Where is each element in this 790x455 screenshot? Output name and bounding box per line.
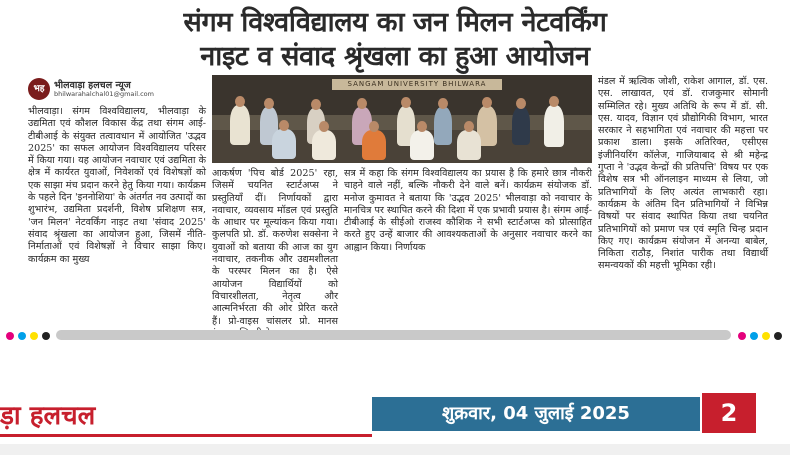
cyan-mark-icon — [18, 332, 26, 340]
bottom-strip — [0, 444, 790, 455]
black-mark-icon-right — [774, 332, 782, 340]
article-text-4: मंडल में ऋत्विक जोशी, राकेश आगाल, डॉ. एस. एस. लाखावत, एवं डॉ. राजकुमार सोमानी सम्मिलित रहे। मुख्य अतिथि के रूप में डॉ. सी. एस. यादव, विज्ञान एवं प्रौद्योगिकी विभाग, भारत सरकार ने सहभागिता एवं नवाचार की महत्ता पर प्रकाश डाला। इसके अतिरिक्त, एसीएस इंजीनियरिंग कॉलेज, गाजियाबाद से श्री महेन्द्र गुप्ता ने 'उद्भव केन्द्रों की प्रतिपत्ति' विषय पर एक विशेष सत्र भी ऑनलाइन माध्यम से लिया, जो प्रतिभागियों के लिए अत्यंत लाभकारी रहा। कार्यक्रम के अंतिम दिन प्रतिभागियों ने विभिन्न विषयों पर संवाद स्थापित किया तथा चयनित प्रतिभागियों को प्रमाण पत्र एवं स्मृति चिन्ह प्रदान किए गए। कार्यक्रम संयोजन में अनन्या बाबेल, निकिता राठौड़, निशांत पारीक तथा विद्यार्थी समन्वयकों की महत्ती भूमिका रही। — [598, 76, 768, 272]
event-group-photo — [212, 75, 592, 163]
footer-page-number: 2 — [702, 393, 756, 433]
article-text-2: आकर्षण 'पिच बोर्ड 2025' रहा, जिसमें चयनित स्टार्टअप्स ने प्रस्तुतियाँ दीं। निर्णायकों द्वारा नवाचार, व्यवसाय मॉडल एवं प्रस्तुति के आधार पर मूल्यांकन किया गया। कुलपति प्रो. डॉ. करुणेश सक्सेना ने युवाओं को बताया की आज का युग नवाचार, तकनीक और उद्यमशीलता के परस्पर मिलन का है। ऐसे आयोजन विद्यार्थियों को विचारशीलता, नेतृत्व और आत्मनिर्भरता की ओर प्रेरित करते हैं। प्रो-वाइस चांसलर प्रो. मानस — [212, 168, 338, 327]
footer-date: शुक्रवार, 04 जुलाई 2025 — [372, 397, 700, 431]
article-text-3: सत्र में कहा कि संगम विश्वविद्यालय का प्रयास है कि हमारे छात्र नौकरी चाहने वाले नहीं, बल्कि नौकरी देने वाले बनें। कार्यक्रम संयोजक डॉ. मनोज कुमावत ने बताया कि 'उद्भव 2025' भीलवाड़ा को नवाचार के मानचित्र पर स्थापित करने की दिशा में एक प्रभावी प्रयास है। संगम आई-टीबीआई के सीईओ राजस्व कौशिक ने सभी स्टार्टअप्स को प्रोत्साहित करते हुए उन्हें बाजार की आवश्यकताओं के अनुसार नवाचार करने का आह्वान किया। निर्णायक — [344, 168, 592, 253]
masthead-logo-icon: भह — [28, 78, 50, 100]
yellow-mark-icon — [30, 332, 38, 340]
footer-paper-name: ड़ा हलचल — [0, 401, 96, 431]
black-mark-icon — [42, 332, 50, 340]
cyan-mark-icon-right — [750, 332, 758, 340]
article-column-4 — [598, 76, 768, 318]
headline-line-1: संगम विश्वविद्यालय का जन मिलन नेटवर्किंग — [183, 7, 607, 38]
footer-paper-name-band — [0, 396, 372, 436]
article-column-1 — [28, 106, 206, 318]
masthead — [28, 78, 203, 100]
headline-line-2: नाइट व संवाद श्रृंखला का हुआ आयोजन — [200, 41, 590, 72]
masthead-name: भीलवाड़ा हलचल न्यूज — [54, 80, 131, 91]
article-text-1: भीलवाड़ा। संगम विश्वविद्यालय, भीलवाड़ा के उद्यमिता एवं कौशल विकास केंद्र तथा संगम आई-टीबीआई के संयुक्त तत्वावधान में आयोजित 'उद्भव 2025' का सफल आयोजन विश्वविद्यालय परिसर में किया गया। यह आयोजन नवाचार एवं उद्यमिता के क्षेत्र में कार्यरत युवाओं, निवेशकों एवं विशेषज्ञों को एक साझा मंच प्रदान करने हेतु किया गया। कार्यक्रम के पहले दिन 'इननोशिया' के अंतर्गत नव उत्पादों का शुभारंभ, उद्यमिता प्रदर्शनी, विशेष प्रशिक्षण सत्र, 'जन मिलन' नेटवर्किंग नाइट तथा 'संवाद 2025' संवाद श्रृंखला का आयोजन हुआ, जिसमें नीति-निर्माताओं एवं विशेषज्ञों ने विचार साझा किए। कार्यक्रम का मुख्य — [28, 106, 206, 265]
article-column-3 — [344, 168, 592, 318]
registration-bar — [0, 327, 790, 343]
article-column-2 — [212, 168, 338, 327]
magenta-mark-icon — [6, 332, 14, 340]
masthead-email: bhilwarahalchal01@gmail.com — [54, 90, 154, 98]
photo-banner: SANGAM UNIVERSITY BHILWARA — [332, 79, 502, 90]
yellow-mark-icon-right — [762, 332, 770, 340]
magenta-mark-icon-right — [738, 332, 746, 340]
